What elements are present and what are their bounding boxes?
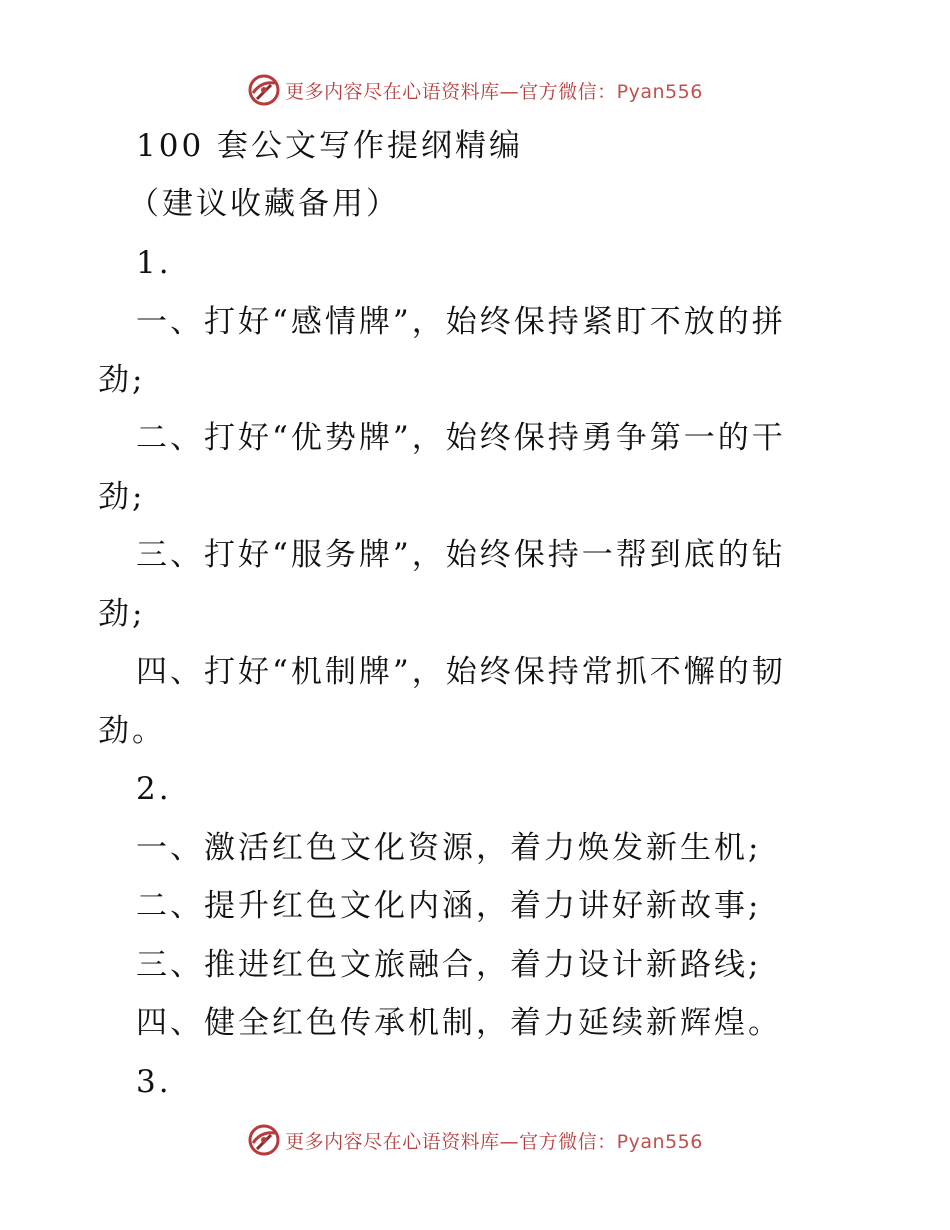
body-line: 一、激活红色文化资源，着力焕发新生机; [136,830,762,866]
section-number-1: 1. [136,245,172,281]
banner-label: 更多内容尽在心语资料库—官方微信： [285,80,617,103]
section-number-3: 3. [136,1064,172,1100]
body-line: 四、健全红色传承机制，着力延续新辉煌。 [136,1005,782,1041]
document-subtitle: （建议收藏备用） [128,186,400,222]
red-swirl-logo-icon [247,1123,281,1157]
body-line: 劲; [98,362,146,398]
body-line: 二、提升红色文化内涵，着力讲好新故事; [136,888,762,924]
banner-label: 更多内容尽在心语资料库—官方微信： [285,1130,617,1153]
body-line: 三、打好“服务牌”，始终保持一帮到底的钻 [136,537,786,573]
body-line: 劲。 [98,713,166,749]
banner-wechat-id: Pyan556 [616,1130,703,1153]
body-line: 三、推进红色文旅融合，着力设计新路线; [136,947,762,983]
banner-text [285,1127,703,1154]
body-line: 一、打好“感情牌”，始终保持紧盯不放的拼 [136,304,786,340]
body-line: 劲; [98,596,146,632]
body-line: 四、打好“机制牌”，始终保持常抓不懈的韧 [136,654,786,690]
document-title: 100 套公文写作提纲精编 [136,128,524,164]
body-line: 二、打好“优势牌”，始终保持勇争第一的干 [136,420,786,456]
banner-text [285,77,703,104]
section-number-2: 2. [136,771,172,807]
body-line: 劲; [98,479,146,515]
red-swirl-logo-icon [247,73,281,107]
footer-banner [0,1120,950,1160]
banner-wechat-id: Pyan556 [616,80,703,103]
header-banner [0,70,950,110]
